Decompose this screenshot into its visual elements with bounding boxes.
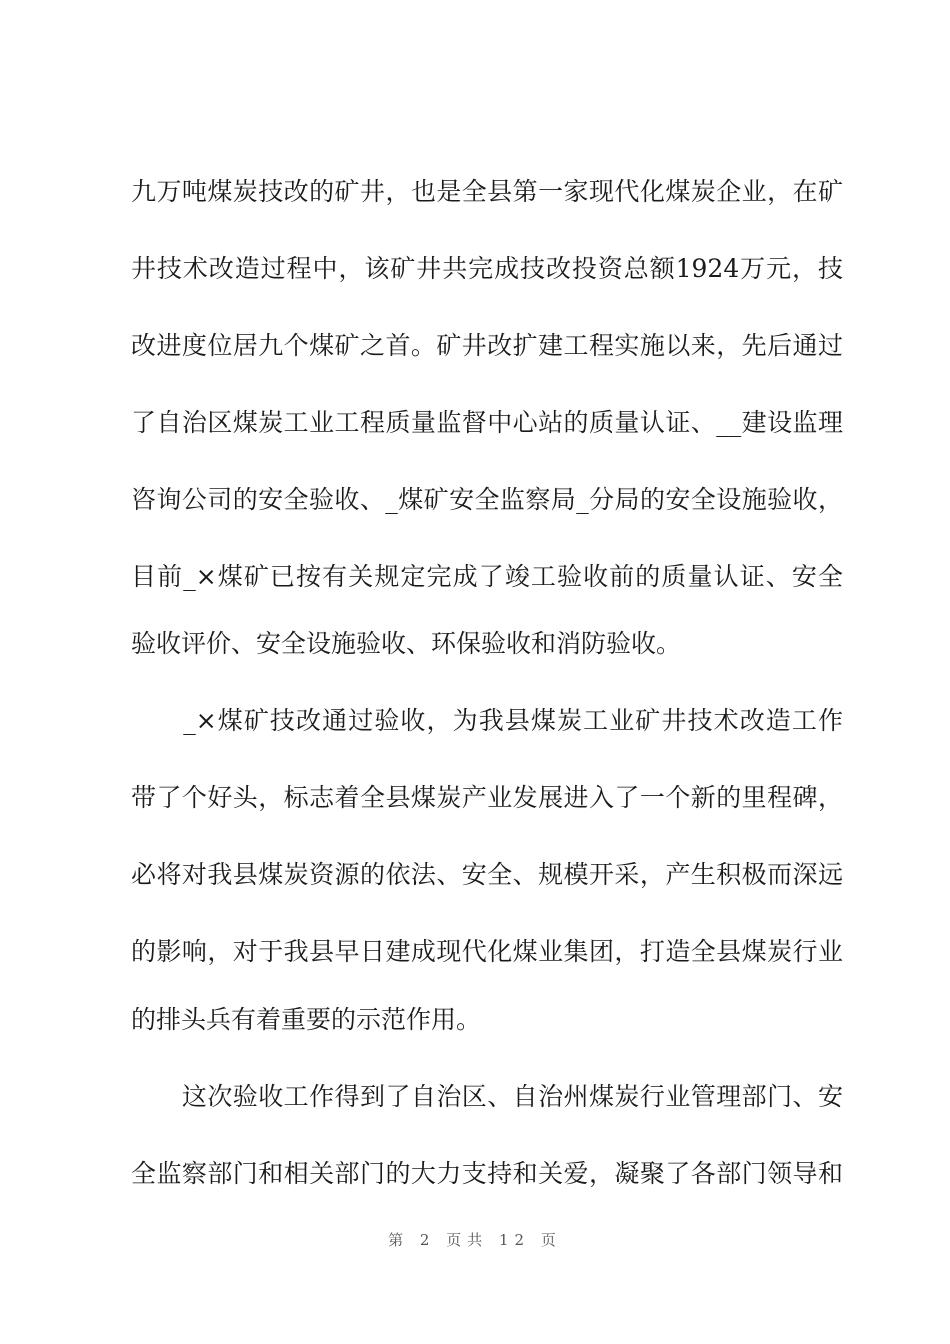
text-line-8: _×煤矿技改通过验收，为我县煤炭工业矿井技术改造工作 xyxy=(131,706,843,735)
page-number-footer: 第 2 页共 12 页 xyxy=(388,1231,562,1249)
text-line-14: 全监察部门和相关部门的大力支持和关爱，凝聚了各部门领导和 xyxy=(131,1159,843,1188)
text-line-5: 咨询公司的安全验收、_煤矿安全监察局_分局的安全设施验收， xyxy=(131,485,843,514)
text-line-4: 了自治区煤炭工业工程质量监督中心站的质量认证、__建设监理 xyxy=(131,408,843,437)
text-line-12: 的排头兵有着重要的示范作用。 xyxy=(131,1005,482,1034)
text-line-10: 必将对我县煤炭资源的依法、安全、规模开采，产生积极而深远 xyxy=(131,860,843,889)
text-line-6: 目前_×煤矿已按有关规定完成了竣工验收前的质量认证、安全 xyxy=(131,562,843,591)
text-line-11: 的影响，对于我县早日建成现代化煤业集团，打造全县煤炭行业 xyxy=(131,937,843,966)
text-line-3: 改进度位居九个煤矿之首。矿井改扩建工程实施以来，先后通过 xyxy=(131,331,843,360)
text-line-1: 九万吨煤炭技改的矿井，也是全县第一家现代化煤炭企业，在矿 xyxy=(131,177,843,206)
text-line-9: 带了个好头，标志着全县煤炭产业发展进入了一个新的里程碑， xyxy=(131,783,843,812)
text-line-2: 井技术改造过程中，该矿井共完成技改投资总额1924万元，技 xyxy=(131,254,843,283)
text-line-7: 验收评价、安全设施验收、环保验收和消防验收。 xyxy=(131,629,682,658)
text-line-13: 这次验收工作得到了自治区、自治州煤炭行业管理部门、安 xyxy=(131,1082,843,1111)
